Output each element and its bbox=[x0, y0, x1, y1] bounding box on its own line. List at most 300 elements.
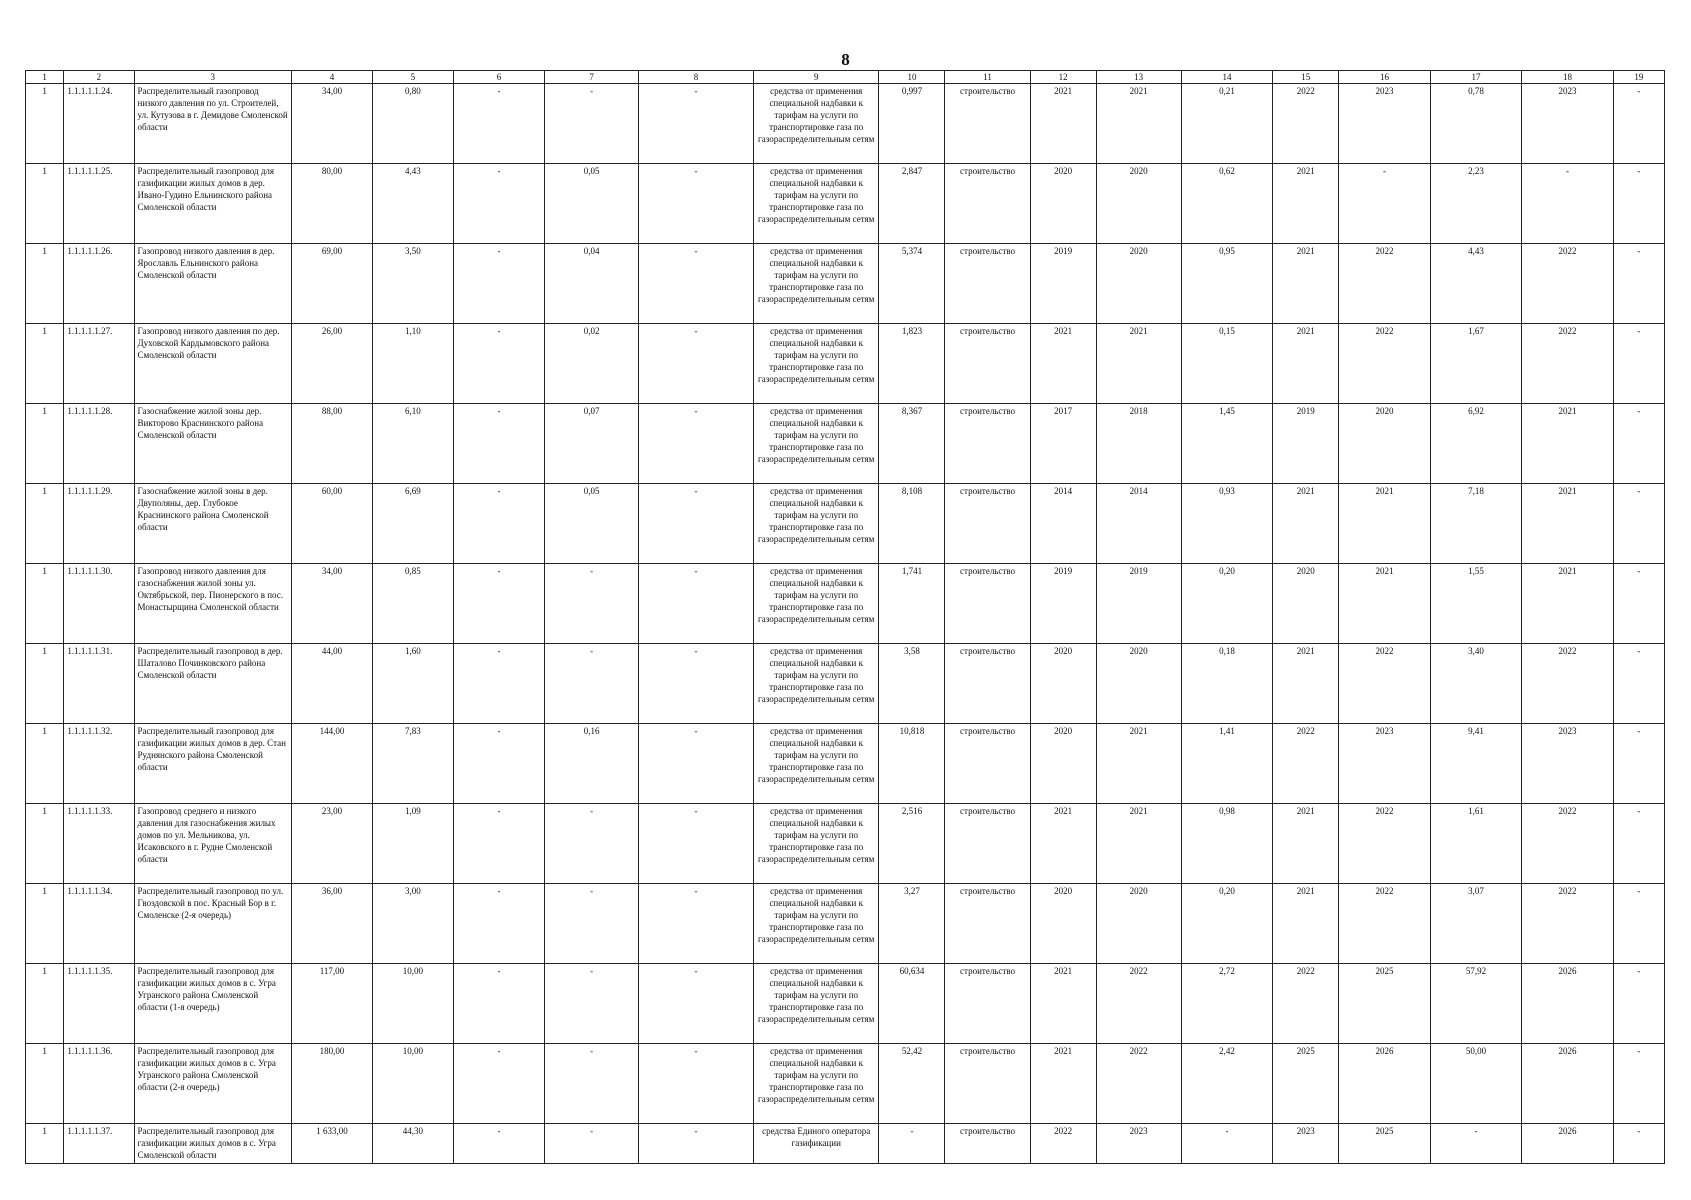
table-cell-c9: средства от применения специальной надбавки к тарифам на услуги по транспортировке газа по газораспределительным сетям bbox=[753, 84, 879, 164]
table-cell-c12: 2019 bbox=[1030, 244, 1096, 324]
table-cell-c3: Газопровод среднего и низкого давления для газоснабжения жилых домов по ул. Мельникова, ул. Исаковского в г. Рудне Смоленской области bbox=[134, 804, 292, 884]
table-cell-c6: - bbox=[453, 644, 545, 724]
table-cell-c17: 9,41 bbox=[1430, 724, 1522, 804]
table-cell-c14: 0,20 bbox=[1181, 564, 1273, 644]
table-cell-c6: - bbox=[453, 964, 545, 1044]
table-cell-c18: 2022 bbox=[1522, 324, 1614, 404]
table-cell-c7: - bbox=[545, 804, 639, 884]
table-cell-c11: строительство bbox=[945, 244, 1030, 324]
table-cell-c9: средства от применения специальной надбавки к тарифам на услуги по транспортировке газа по газораспределительным сетям bbox=[753, 244, 879, 324]
table-cell-c1: 1 bbox=[26, 1044, 64, 1124]
table-cell-c12: 2021 bbox=[1030, 84, 1096, 164]
table-cell-c17: 0,78 bbox=[1430, 84, 1522, 164]
table-cell-c16: 2020 bbox=[1339, 404, 1431, 484]
table-cell-c10: 60,634 bbox=[879, 964, 945, 1044]
table-cell-c8: - bbox=[638, 724, 753, 804]
table-cell-c5: 0,80 bbox=[372, 84, 453, 164]
table-cell-c9: средства от применения специальной надбавки к тарифам на услуги по транспортировке газа по газораспределительным сетям bbox=[753, 884, 879, 964]
table-cell-c5: 4,43 bbox=[372, 164, 453, 244]
table-cell-c7: - bbox=[545, 1044, 639, 1124]
table-cell-c13: 2022 bbox=[1096, 964, 1181, 1044]
table-cell-c19: - bbox=[1613, 484, 1664, 564]
table-cell-c2: 1.1.1.1.1.30. bbox=[64, 564, 134, 644]
column-header: 11 bbox=[945, 71, 1030, 84]
table-cell-c4: 34,00 bbox=[292, 564, 373, 644]
table-cell-c3: Распределительный газопровод для газификации жилых домов в дер. Стан Руднянского района Смоленской области bbox=[134, 724, 292, 804]
table-cell-c16: - bbox=[1339, 164, 1431, 244]
table-cell-c12: 2017 bbox=[1030, 404, 1096, 484]
table-cell-c11: строительство bbox=[945, 964, 1030, 1044]
table-cell-c19: - bbox=[1613, 964, 1664, 1044]
table-cell-c15: 2021 bbox=[1273, 164, 1339, 244]
column-header: 6 bbox=[453, 71, 545, 84]
table-cell-c15: 2022 bbox=[1273, 84, 1339, 164]
table-cell-c2: 1.1.1.1.1.25. bbox=[64, 164, 134, 244]
table-cell-c2: 1.1.1.1.1.27. bbox=[64, 324, 134, 404]
table-cell-c3: Распределительный газопровод по ул. Гвоздовской в пос. Красный Бор в г. Смоленске (2-я очередь) bbox=[134, 884, 292, 964]
table-cell-c16: 2022 bbox=[1339, 244, 1431, 324]
table-cell-c14: 0,98 bbox=[1181, 804, 1273, 884]
column-header: 9 bbox=[753, 71, 879, 84]
table-cell-c9: средства от применения специальной надбавки к тарифам на услуги по транспортировке газа по газораспределительным сетям bbox=[753, 164, 879, 244]
table-cell-c2: 1.1.1.1.1.28. bbox=[64, 404, 134, 484]
table-cell-c14: 2,42 bbox=[1181, 1044, 1273, 1124]
table-cell-c13: 2019 bbox=[1096, 564, 1181, 644]
table-cell-c16: 2025 bbox=[1339, 964, 1431, 1044]
table-cell-c15: 2021 bbox=[1273, 804, 1339, 884]
table-cell-c1: 1 bbox=[26, 964, 64, 1044]
table-cell-c11: строительство bbox=[945, 1124, 1030, 1164]
table-cell-c2: 1.1.1.1.1.26. bbox=[64, 244, 134, 324]
table-cell-c15: 2021 bbox=[1273, 644, 1339, 724]
table-cell-c14: 0,15 bbox=[1181, 324, 1273, 404]
table-cell-c9: средства от применения специальной надбавки к тарифам на услуги по транспортировке газа по газораспределительным сетям bbox=[753, 804, 879, 884]
table-cell-c3: Газопровод низкого давления в дер. Ярославль Ельнинского района Смоленской области bbox=[134, 244, 292, 324]
table-cell-c16: 2023 bbox=[1339, 724, 1431, 804]
table-cell-c17: 57,92 bbox=[1430, 964, 1522, 1044]
table-cell-c14: 0,62 bbox=[1181, 164, 1273, 244]
table-cell-c11: строительство bbox=[945, 724, 1030, 804]
column-header: 16 bbox=[1339, 71, 1431, 84]
table-cell-c14: 0,21 bbox=[1181, 84, 1273, 164]
table-cell-c6: - bbox=[453, 564, 545, 644]
table-cell-c13: 2021 bbox=[1096, 724, 1181, 804]
table-cell-c14: 0,93 bbox=[1181, 484, 1273, 564]
table-cell-c8: - bbox=[638, 84, 753, 164]
table-cell-c1: 1 bbox=[26, 164, 64, 244]
column-header: 5 bbox=[372, 71, 453, 84]
table-cell-c2: 1.1.1.1.1.36. bbox=[64, 1044, 134, 1124]
table-cell-c3: Газоснабжение жилой зоны дер. Викторово Краснинского района Смоленской области bbox=[134, 404, 292, 484]
table-cell-c18: 2021 bbox=[1522, 404, 1614, 484]
table-cell-c13: 2020 bbox=[1096, 164, 1181, 244]
column-header: 10 bbox=[879, 71, 945, 84]
column-header: 13 bbox=[1096, 71, 1181, 84]
table-cell-c14: 0,95 bbox=[1181, 244, 1273, 324]
table-cell-c10: 52,42 bbox=[879, 1044, 945, 1124]
table-cell-c1: 1 bbox=[26, 84, 64, 164]
table-cell-c12: 2020 bbox=[1030, 884, 1096, 964]
table-cell-c16: 2023 bbox=[1339, 84, 1431, 164]
table-cell-c14: 2,72 bbox=[1181, 964, 1273, 1044]
table-cell-c8: - bbox=[638, 884, 753, 964]
table-cell-c11: строительство bbox=[945, 324, 1030, 404]
table-cell-c15: 2021 bbox=[1273, 324, 1339, 404]
table-cell-c3: Распределительный газопровод для газификации жилых домов в с. Угра Угранского района Смоленской области (1-я очередь) bbox=[134, 964, 292, 1044]
table-cell-c19: - bbox=[1613, 884, 1664, 964]
table-cell-c19: - bbox=[1613, 804, 1664, 884]
table-cell-c7: 0,05 bbox=[545, 164, 639, 244]
table-cell-c1: 1 bbox=[26, 644, 64, 724]
table-cell-c10: 0,997 bbox=[879, 84, 945, 164]
table-cell-c4: 44,00 bbox=[292, 644, 373, 724]
table-cell-c8: - bbox=[638, 564, 753, 644]
table-cell-c17: 4,43 bbox=[1430, 244, 1522, 324]
table-cell-c10: 10,818 bbox=[879, 724, 945, 804]
table-row bbox=[26, 1044, 1665, 1124]
table-cell-c3: Распределительный газопровод для газификации жилых домов в с. Угра Смоленской области bbox=[134, 1124, 292, 1164]
table-cell-c8: - bbox=[638, 1044, 753, 1124]
table-cell-c13: 2018 bbox=[1096, 404, 1181, 484]
table-cell-c19: - bbox=[1613, 404, 1664, 484]
table-cell-c10: 2,516 bbox=[879, 804, 945, 884]
table-cell-c11: строительство bbox=[945, 484, 1030, 564]
table-cell-c18: 2022 bbox=[1522, 244, 1614, 324]
table-cell-c7: - bbox=[545, 964, 639, 1044]
table-cell-c6: - bbox=[453, 804, 545, 884]
table-cell-c19: - bbox=[1613, 164, 1664, 244]
column-header: 8 bbox=[638, 71, 753, 84]
table-cell-c6: - bbox=[453, 244, 545, 324]
table-cell-c2: 1.1.1.1.1.31. bbox=[64, 644, 134, 724]
table-cell-c13: 2021 bbox=[1096, 324, 1181, 404]
table-cell-c15: 2021 bbox=[1273, 884, 1339, 964]
table-cell-c10: 8,367 bbox=[879, 404, 945, 484]
table-cell-c15: 2020 bbox=[1273, 564, 1339, 644]
table-cell-c4: 180,00 bbox=[292, 1044, 373, 1124]
table-cell-c9: средства от применения специальной надбавки к тарифам на услуги по транспортировке газа по газораспределительным сетям bbox=[753, 644, 879, 724]
column-header: 12 bbox=[1030, 71, 1096, 84]
table-cell-c13: 2020 bbox=[1096, 884, 1181, 964]
table-cell-c9: средства от применения специальной надбавки к тарифам на услуги по транспортировке газа по газораспределительным сетям bbox=[753, 484, 879, 564]
table-cell-c10: 1,741 bbox=[879, 564, 945, 644]
table-cell-c2: 1.1.1.1.1.32. bbox=[64, 724, 134, 804]
table-cell-c1: 1 bbox=[26, 324, 64, 404]
table-cell-c1: 1 bbox=[26, 804, 64, 884]
table-cell-c10: 1,823 bbox=[879, 324, 945, 404]
table-cell-c15: 2025 bbox=[1273, 1044, 1339, 1124]
table-cell-c4: 36,00 bbox=[292, 884, 373, 964]
table-cell-c19: - bbox=[1613, 644, 1664, 724]
table-cell-c7: - bbox=[545, 644, 639, 724]
table-cell-c15: 2021 bbox=[1273, 244, 1339, 324]
table-cell-c1: 1 bbox=[26, 564, 64, 644]
table-cell-c18: 2026 bbox=[1522, 1044, 1614, 1124]
table-cell-c17: 2,23 bbox=[1430, 164, 1522, 244]
table-row bbox=[26, 1124, 1665, 1164]
table-cell-c16: 2022 bbox=[1339, 804, 1431, 884]
table-cell-c12: 2020 bbox=[1030, 164, 1096, 244]
table-cell-c16: 2025 bbox=[1339, 1124, 1431, 1164]
table-cell-c11: строительство bbox=[945, 884, 1030, 964]
table-cell-c8: - bbox=[638, 804, 753, 884]
table-cell-c14: - bbox=[1181, 1124, 1273, 1164]
table-row bbox=[26, 484, 1665, 564]
table-cell-c9: средства от применения специальной надбавки к тарифам на услуги по транспортировке газа по газораспределительным сетям bbox=[753, 564, 879, 644]
table-cell-c10: - bbox=[879, 1124, 945, 1164]
table-cell-c8: - bbox=[638, 244, 753, 324]
table-cell-c6: - bbox=[453, 1124, 545, 1164]
table-cell-c3: Газопровод низкого давления для газоснабжения жилой зоны ул. Октябрьской, пер. Пионерского в пос. Монастырщина Смоленской области bbox=[134, 564, 292, 644]
column-header: 3 bbox=[134, 71, 292, 84]
table-cell-c8: - bbox=[638, 164, 753, 244]
table-cell-c13: 2020 bbox=[1096, 244, 1181, 324]
table-cell-c2: 1.1.1.1.1.24. bbox=[64, 84, 134, 164]
column-header: 2 bbox=[64, 71, 134, 84]
table-cell-c5: 7,83 bbox=[372, 724, 453, 804]
table-cell-c17: - bbox=[1430, 1124, 1522, 1164]
table-cell-c8: - bbox=[638, 484, 753, 564]
table-cell-c9: средства Единого оператора газификации bbox=[753, 1124, 879, 1164]
table-cell-c9: средства от применения специальной надбавки к тарифам на услуги по транспортировке газа по газораспределительным сетям bbox=[753, 1044, 879, 1124]
table-cell-c4: 60,00 bbox=[292, 484, 373, 564]
table-cell-c14: 0,20 bbox=[1181, 884, 1273, 964]
column-header: 18 bbox=[1522, 71, 1614, 84]
table-cell-c6: - bbox=[453, 884, 545, 964]
table-cell-c13: 2022 bbox=[1096, 1044, 1181, 1124]
table-cell-c18: 2026 bbox=[1522, 1124, 1614, 1164]
column-header: 14 bbox=[1181, 71, 1273, 84]
table-row bbox=[26, 84, 1665, 164]
table-cell-c19: - bbox=[1613, 724, 1664, 804]
table-cell-c17: 1,55 bbox=[1430, 564, 1522, 644]
table-cell-c13: 2023 bbox=[1096, 1124, 1181, 1164]
table-cell-c3: Распределительный газопровод в дер. Шаталово Починковского района Смоленской области bbox=[134, 644, 292, 724]
table-cell-c17: 1,67 bbox=[1430, 324, 1522, 404]
table-cell-c19: - bbox=[1613, 84, 1664, 164]
table-cell-c15: 2022 bbox=[1273, 724, 1339, 804]
table-cell-c18: 2022 bbox=[1522, 804, 1614, 884]
table-cell-c7: 0,07 bbox=[545, 404, 639, 484]
table-cell-c6: - bbox=[453, 84, 545, 164]
table-cell-c4: 88,00 bbox=[292, 404, 373, 484]
table-cell-c8: - bbox=[638, 644, 753, 724]
table-cell-c14: 0,18 bbox=[1181, 644, 1273, 724]
table-row bbox=[26, 324, 1665, 404]
table-cell-c6: - bbox=[453, 1044, 545, 1124]
table-cell-c4: 80,00 bbox=[292, 164, 373, 244]
table-cell-c16: 2022 bbox=[1339, 324, 1431, 404]
table-cell-c2: 1.1.1.1.1.33. bbox=[64, 804, 134, 884]
table-cell-c11: строительство bbox=[945, 564, 1030, 644]
table-cell-c5: 6,69 bbox=[372, 484, 453, 564]
table-cell-c12: 2021 bbox=[1030, 964, 1096, 1044]
table-cell-c3: Газоснабжение жилой зоны в дер. Двуполяны, дер. Глубокое Краснинского района Смоленской области bbox=[134, 484, 292, 564]
table-cell-c17: 6,92 bbox=[1430, 404, 1522, 484]
table-cell-c1: 1 bbox=[26, 404, 64, 484]
table-cell-c5: 10,00 bbox=[372, 1044, 453, 1124]
table-cell-c12: 2020 bbox=[1030, 644, 1096, 724]
table-cell-c19: - bbox=[1613, 1124, 1664, 1164]
column-header: 1 bbox=[26, 71, 64, 84]
table-cell-c7: 0,02 bbox=[545, 324, 639, 404]
table-cell-c2: 1.1.1.1.1.34. bbox=[64, 884, 134, 964]
table-cell-c11: строительство bbox=[945, 84, 1030, 164]
table-cell-c1: 1 bbox=[26, 244, 64, 324]
table-cell-c5: 10,00 bbox=[372, 964, 453, 1044]
table-cell-c18: 2023 bbox=[1522, 84, 1614, 164]
column-header: 17 bbox=[1430, 71, 1522, 84]
table-cell-c9: средства от применения специальной надбавки к тарифам на услуги по транспортировке газа по газораспределительным сетям bbox=[753, 964, 879, 1044]
table-cell-c3: Газопровод низкого давления по дер. Духовской Кардымовского района Смоленской области bbox=[134, 324, 292, 404]
table-cell-c13: 2021 bbox=[1096, 84, 1181, 164]
table-cell-c13: 2021 bbox=[1096, 804, 1181, 884]
table-cell-c19: - bbox=[1613, 324, 1664, 404]
table-cell-c14: 1,41 bbox=[1181, 724, 1273, 804]
table-cell-c12: 2022 bbox=[1030, 1124, 1096, 1164]
table-cell-c1: 1 bbox=[26, 1124, 64, 1164]
table-cell-c11: строительство bbox=[945, 644, 1030, 724]
table-cell-c18: 2021 bbox=[1522, 564, 1614, 644]
table-row bbox=[26, 564, 1665, 644]
column-header: 4 bbox=[292, 71, 373, 84]
table-cell-c7: - bbox=[545, 84, 639, 164]
table-cell-c16: 2026 bbox=[1339, 1044, 1431, 1124]
table-cell-c4: 23,00 bbox=[292, 804, 373, 884]
table-cell-c19: - bbox=[1613, 564, 1664, 644]
table-cell-c2: 1.1.1.1.1.29. bbox=[64, 484, 134, 564]
table-cell-c4: 69,00 bbox=[292, 244, 373, 324]
table-row bbox=[26, 804, 1665, 884]
table-cell-c5: 6,10 bbox=[372, 404, 453, 484]
table-cell-c1: 1 bbox=[26, 884, 64, 964]
table-cell-c18: - bbox=[1522, 164, 1614, 244]
table-cell-c16: 2021 bbox=[1339, 564, 1431, 644]
table-cell-c2: 1.1.1.1.1.37. bbox=[64, 1124, 134, 1164]
table-cell-c7: 0,04 bbox=[545, 244, 639, 324]
table-cell-c18: 2022 bbox=[1522, 644, 1614, 724]
table-cell-c18: 2023 bbox=[1522, 724, 1614, 804]
table-cell-c16: 2022 bbox=[1339, 644, 1431, 724]
table-cell-c9: средства от применения специальной надбавки к тарифам на услуги по транспортировке газа по газораспределительным сетям bbox=[753, 324, 879, 404]
table-cell-c3: Распределительный газопровод для газификации жилых домов в с. Угра Угранского района Смоленской области (2-я очередь) bbox=[134, 1044, 292, 1124]
table-cell-c12: 2021 bbox=[1030, 1044, 1096, 1124]
table-cell-c5: 1,09 bbox=[372, 804, 453, 884]
table-cell-c11: строительство bbox=[945, 164, 1030, 244]
table-cell-c9: средства от применения специальной надбавки к тарифам на услуги по транспортировке газа по газораспределительным сетям bbox=[753, 404, 879, 484]
page-number: 8 bbox=[841, 50, 850, 69]
table-cell-c12: 2014 bbox=[1030, 484, 1096, 564]
table-cell-c19: - bbox=[1613, 244, 1664, 324]
table-body bbox=[26, 84, 1665, 1164]
table-cell-c10: 3,27 bbox=[879, 884, 945, 964]
table-cell-c18: 2021 bbox=[1522, 484, 1614, 564]
table-row bbox=[26, 884, 1665, 964]
table-cell-c13: 2020 bbox=[1096, 644, 1181, 724]
column-header: 7 bbox=[545, 71, 639, 84]
table-cell-c6: - bbox=[453, 404, 545, 484]
table-cell-c16: 2022 bbox=[1339, 884, 1431, 964]
table-cell-c5: 44,30 bbox=[372, 1124, 453, 1164]
table-cell-c19: - bbox=[1613, 1044, 1664, 1124]
table-cell-c17: 7,18 bbox=[1430, 484, 1522, 564]
table-cell-c1: 1 bbox=[26, 484, 64, 564]
table-cell-c7: 0,16 bbox=[545, 724, 639, 804]
table-cell-c5: 1,10 bbox=[372, 324, 453, 404]
column-header: 15 bbox=[1273, 71, 1339, 84]
table-cell-c17: 50,00 bbox=[1430, 1044, 1522, 1124]
table-cell-c7: - bbox=[545, 1124, 639, 1164]
table-cell-c17: 3,07 bbox=[1430, 884, 1522, 964]
table-row bbox=[26, 404, 1665, 484]
table-row bbox=[26, 244, 1665, 324]
table-cell-c5: 3,00 bbox=[372, 884, 453, 964]
table-cell-c12: 2020 bbox=[1030, 724, 1096, 804]
table-cell-c18: 2026 bbox=[1522, 964, 1614, 1044]
table-cell-c2: 1.1.1.1.1.35. bbox=[64, 964, 134, 1044]
table-cell-c6: - bbox=[453, 724, 545, 804]
table-cell-c4: 1 633,00 bbox=[292, 1124, 373, 1164]
table-row bbox=[26, 724, 1665, 804]
header-row bbox=[26, 71, 1665, 84]
table-cell-c4: 26,00 bbox=[292, 324, 373, 404]
table-cell-c6: - bbox=[453, 324, 545, 404]
table-cell-c15: 2021 bbox=[1273, 484, 1339, 564]
table-cell-c10: 8,108 bbox=[879, 484, 945, 564]
table-cell-c12: 2021 bbox=[1030, 324, 1096, 404]
table-cell-c8: - bbox=[638, 964, 753, 1044]
table-row bbox=[26, 644, 1665, 724]
table-cell-c15: 2019 bbox=[1273, 404, 1339, 484]
table-cell-c6: - bbox=[453, 164, 545, 244]
table-cell-c8: - bbox=[638, 404, 753, 484]
table-cell-c3: Распределительный газопровод низкого давления по ул. Строителей, ул. Кутузова в г. Демидове Смоленской области bbox=[134, 84, 292, 164]
table-cell-c11: строительство bbox=[945, 1044, 1030, 1124]
table-row bbox=[26, 964, 1665, 1044]
column-header: 19 bbox=[1613, 71, 1664, 84]
table-cell-c14: 1,45 bbox=[1181, 404, 1273, 484]
table-cell-c6: - bbox=[453, 484, 545, 564]
table-cell-c10: 3,58 bbox=[879, 644, 945, 724]
table-cell-c15: 2023 bbox=[1273, 1124, 1339, 1164]
table-cell-c1: 1 bbox=[26, 724, 64, 804]
table-cell-c15: 2022 bbox=[1273, 964, 1339, 1044]
table-cell-c8: - bbox=[638, 324, 753, 404]
table-cell-c7: 0,05 bbox=[545, 484, 639, 564]
table-cell-c5: 1,60 bbox=[372, 644, 453, 724]
table-cell-c12: 2019 bbox=[1030, 564, 1096, 644]
table-cell-c12: 2021 bbox=[1030, 804, 1096, 884]
table-cell-c4: 144,00 bbox=[292, 724, 373, 804]
table-cell-c10: 5,374 bbox=[879, 244, 945, 324]
table-cell-c7: - bbox=[545, 564, 639, 644]
investment-table bbox=[25, 70, 1665, 1164]
table-cell-c17: 1,61 bbox=[1430, 804, 1522, 884]
table-row bbox=[26, 164, 1665, 244]
table-cell-c9: средства от применения специальной надбавки к тарифам на услуги по транспортировке газа по газораспределительным сетям bbox=[753, 724, 879, 804]
table-cell-c18: 2022 bbox=[1522, 884, 1614, 964]
table-cell-c4: 117,00 bbox=[292, 964, 373, 1044]
table-cell-c5: 0,85 bbox=[372, 564, 453, 644]
table-cell-c8: - bbox=[638, 1124, 753, 1164]
table-cell-c4: 34,00 bbox=[292, 84, 373, 164]
table-cell-c3: Распределительный газопровод для газификации жилых домов в дер. Ивано-Гудино Ельнинского района Смоленской области bbox=[134, 164, 292, 244]
table-cell-c7: - bbox=[545, 884, 639, 964]
table-cell-c10: 2,847 bbox=[879, 164, 945, 244]
table-cell-c16: 2021 bbox=[1339, 484, 1431, 564]
table-cell-c5: 3,50 bbox=[372, 244, 453, 324]
table-cell-c17: 3,40 bbox=[1430, 644, 1522, 724]
